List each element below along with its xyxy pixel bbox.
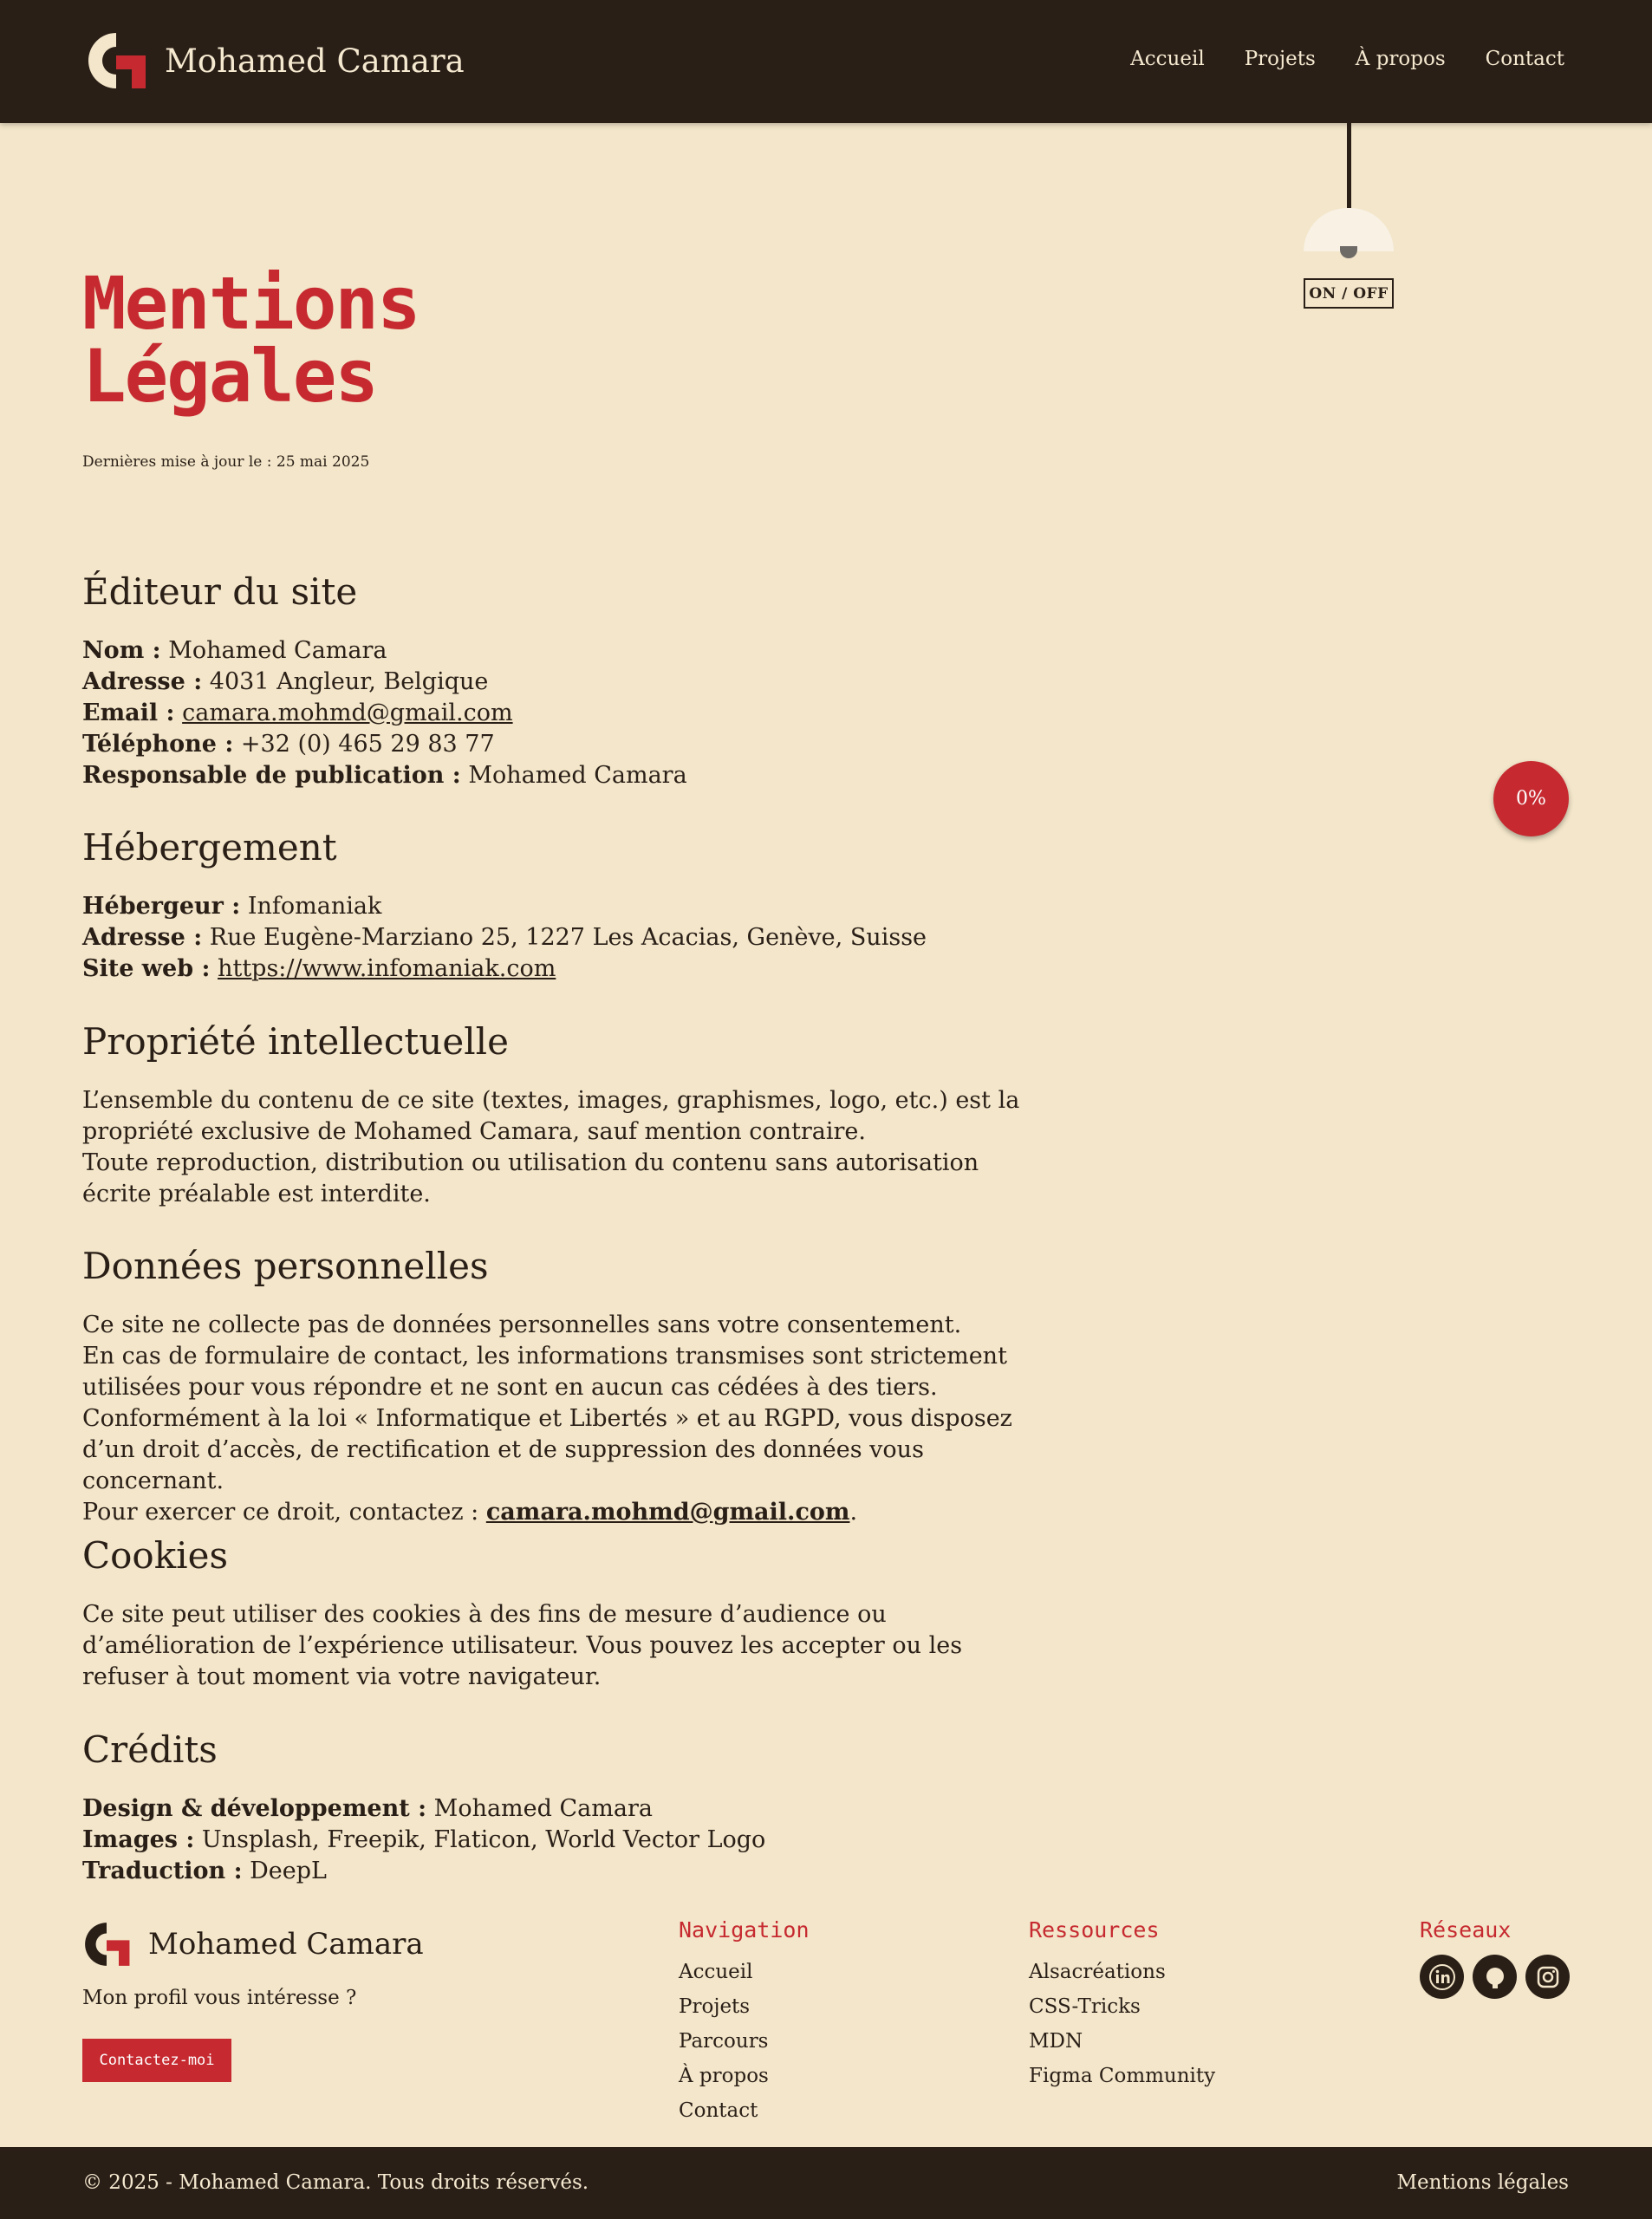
footer-nav-projets[interactable]: Projets bbox=[679, 1995, 751, 2018]
nav-projets[interactable]: Projets bbox=[1244, 48, 1316, 70]
credit-design: Design & développement : Mohamed Camara bbox=[82, 1795, 653, 1822]
copyright: © 2025 - Mohamed Camara. Tous droits réservés. bbox=[82, 2171, 589, 2194]
credit-images: Images : Unsplash, Freepik, Flaticon, World Vector Logo bbox=[82, 1826, 766, 1853]
resource-figma-community[interactable]: Figma Community bbox=[1029, 2065, 1216, 2087]
last-updated: Dernières mise à jour le : 25 mai 2025 bbox=[82, 453, 370, 471]
paragraph: Pour exercer ce droit, contactez : camara.mohmd@gmail.com. bbox=[82, 1499, 858, 1526]
github-icon[interactable] bbox=[1473, 1955, 1517, 1999]
page-title-line-1: Mentions bbox=[82, 261, 420, 346]
lamp-shade-icon bbox=[1304, 208, 1394, 251]
lamp-toggle-button[interactable]: ON / OFF bbox=[1304, 278, 1394, 309]
linkedin-icon[interactable] bbox=[1420, 1955, 1464, 1999]
lamp-bulb-icon bbox=[1340, 246, 1357, 258]
editeur-adresse: Adresse : 4031 Angleur, Belgique bbox=[82, 668, 489, 695]
logo-icon bbox=[82, 1920, 131, 1968]
resource-mdn[interactable]: MDN bbox=[1029, 2030, 1083, 2053]
site-header bbox=[0, 0, 1652, 123]
editeur-email: Email : camara.mohmd@gmail.com bbox=[82, 700, 513, 726]
email-link[interactable]: camara.mohmd@gmail.com bbox=[182, 700, 513, 726]
footer-bar bbox=[0, 2147, 1652, 2219]
hebergeur-adresse: Adresse : Rue Eugène-Marziano 25, 1227 Les Acacias, Genève, Suisse bbox=[82, 924, 927, 951]
hebergeur: Hébergeur : Infomaniak bbox=[82, 893, 382, 920]
footer-brand[interactable] bbox=[82, 1920, 424, 1968]
paragraph: L’ensemble du contenu de ce site (textes, images, graphismes, logo, etc.) est la propriété exclusive de Mohamed Camara, sauf mention contraire. bbox=[82, 1087, 1020, 1145]
footer-res-title: Ressources bbox=[1029, 1917, 1160, 1942]
section-credits bbox=[82, 1726, 1044, 1887]
footer-nav-a-propos[interactable]: À propos bbox=[679, 2065, 769, 2087]
section-donnees bbox=[82, 1242, 1044, 1528]
resource-alsacreations[interactable]: Alsacréations bbox=[1029, 1961, 1166, 1983]
footer-resources bbox=[1029, 1917, 1215, 2093]
section-heading: Hébergement bbox=[82, 826, 337, 869]
footer-navigation bbox=[679, 1917, 810, 2128]
brand[interactable] bbox=[85, 29, 465, 92]
brand-name: Mohamed Camara bbox=[165, 42, 465, 80]
section-cookies bbox=[82, 1532, 1044, 1693]
footer-nav-parcours[interactable]: Parcours bbox=[679, 2030, 769, 2053]
footer-tagline: Mon profil vous intéresse ? bbox=[82, 1987, 357, 2009]
section-heading: Éditeur du site bbox=[82, 570, 358, 613]
scroll-progress-button[interactable]: 0% bbox=[1493, 761, 1569, 836]
section-heading: Données personnelles bbox=[82, 1245, 489, 1287]
footer-nav-accueil[interactable]: Accueil bbox=[679, 1961, 753, 1983]
page-title bbox=[82, 261, 420, 419]
footer-brand-name: Mohamed Camara bbox=[148, 1927, 424, 1962]
footer-social bbox=[1420, 1917, 1570, 1999]
editeur-nom: Nom : Mohamed Camara bbox=[82, 637, 387, 664]
section-heading: Propriété intellectuelle bbox=[82, 1020, 509, 1063]
paragraph: En cas de formulaire de contact, les informations transmises sont strictement utilisées pour vous répondre et ne sont en aucun cas cédées à des tiers. bbox=[82, 1343, 1007, 1401]
legal-notice-link[interactable]: Mentions légales bbox=[1396, 2171, 1569, 2194]
logo-icon bbox=[85, 29, 147, 92]
section-heading: Cookies bbox=[82, 1534, 228, 1577]
footer-nav-contact[interactable]: Contact bbox=[679, 2099, 758, 2122]
paragraph: Ce site ne collecte pas de données personnelles sans votre consentement. bbox=[82, 1311, 962, 1338]
paragraph: Toute reproduction, distribution ou utilisation du contenu sans autorisation écrite préalable est interdite. bbox=[82, 1149, 979, 1207]
credit-traduction: Traduction : DeepL bbox=[82, 1858, 327, 1884]
lamp-cord bbox=[1347, 123, 1351, 210]
page-title-line-2: Légales bbox=[82, 334, 378, 419]
section-propriete bbox=[82, 1018, 1044, 1210]
hebergeur-site: Site web : https://www.infomaniak.com bbox=[82, 955, 556, 982]
footer-net-title: Réseaux bbox=[1420, 1917, 1512, 1942]
nav-accueil[interactable]: Accueil bbox=[1130, 48, 1205, 70]
hosting-site-link[interactable]: https://www.infomaniak.com bbox=[218, 955, 556, 982]
paragraph: Conformément à la loi « Informatique et Libertés » et au RGPD, vous disposez d’un droit d’accès, de rectification et de suppression des données vous concernant. bbox=[82, 1405, 1012, 1494]
resource-css-tricks[interactable]: CSS-Tricks bbox=[1029, 1995, 1141, 2018]
contact-me-button[interactable]: Contactez-moi bbox=[82, 2039, 231, 2082]
contact-email-link[interactable]: camara.mohmd@gmail.com bbox=[485, 1499, 850, 1526]
section-heading: Crédits bbox=[82, 1728, 218, 1771]
footer-nav-title: Navigation bbox=[679, 1917, 810, 1942]
instagram-icon[interactable] bbox=[1525, 1955, 1570, 1999]
section-hebergement bbox=[82, 823, 1044, 985]
editeur-telephone: Téléphone : +32 (0) 465 29 83 77 bbox=[82, 731, 495, 758]
editeur-responsable: Responsable de publication : Mohamed Camara bbox=[82, 762, 687, 789]
main-nav bbox=[1130, 48, 1564, 70]
nav-a-propos[interactable]: À propos bbox=[1355, 48, 1446, 70]
nav-contact[interactable]: Contact bbox=[1485, 48, 1564, 70]
paragraph: Ce site peut utiliser des cookies à des fins de mesure d’audience ou d’amélioration de l’expérience utilisateur. Vous pouvez les accepter ou les refuser à tout moment via votre navigateur. bbox=[82, 1601, 963, 1690]
section-editeur bbox=[82, 568, 1044, 791]
